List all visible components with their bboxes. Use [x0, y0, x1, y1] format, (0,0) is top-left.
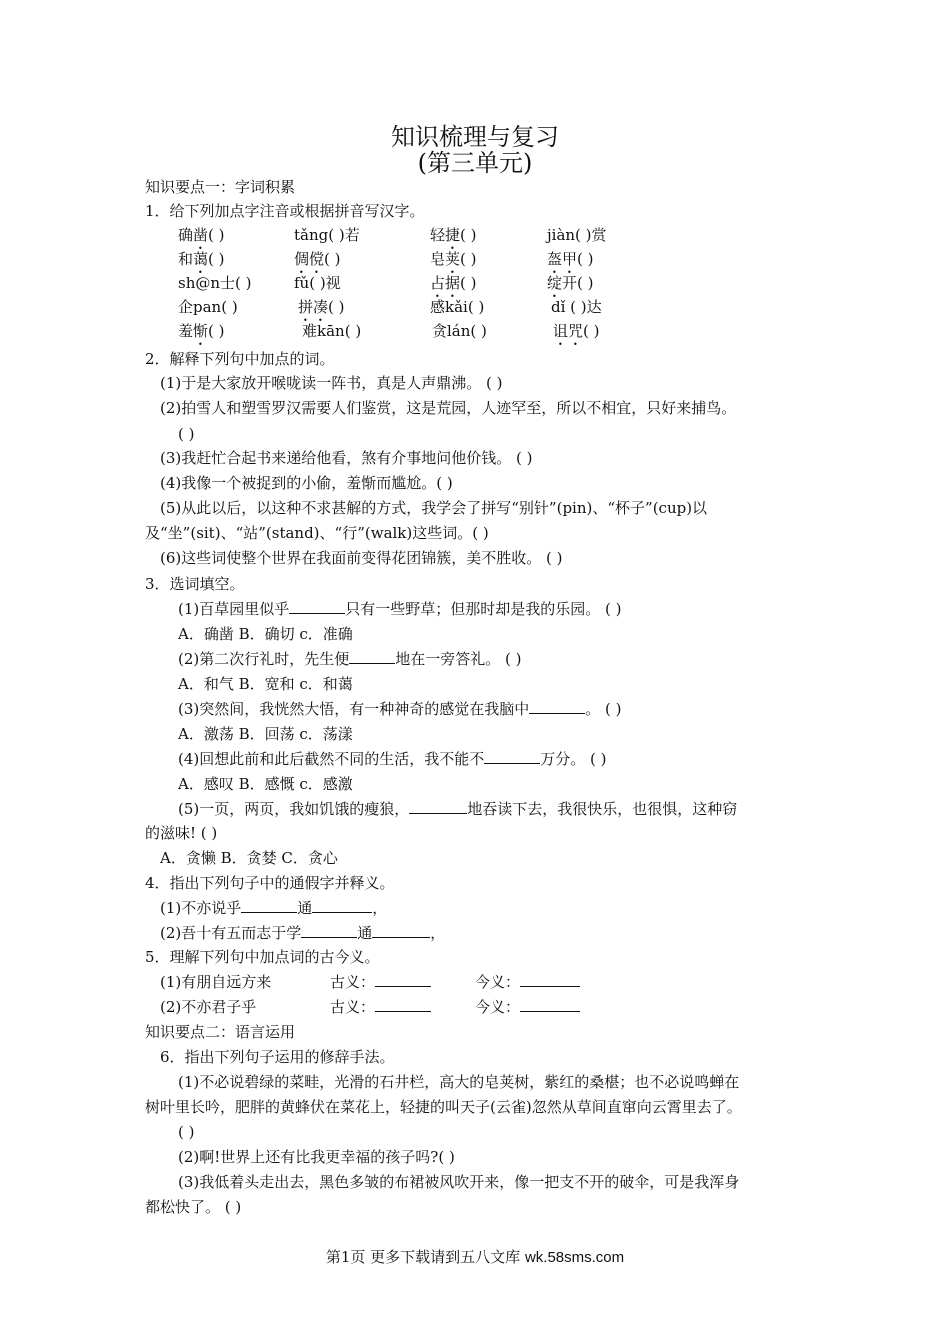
q2-line: (4)我像一个被捉到的小偷，羞惭而尴尬。( ) — [160, 474, 453, 492]
q1-dotted-char: 绽 — [547, 274, 563, 292]
q3-options: A．和气 B．宽和 c．和蔼 — [178, 675, 353, 693]
q3-item-cont: 的滋味! ( ) — [145, 824, 218, 842]
q1-text: fǔ( )视 — [294, 274, 341, 292]
answer-blank — [289, 599, 345, 614]
q6-line: 树叶里长吟，肥胖的黄蜂伏在菜花上，轻捷的叫天子(云雀)忽然从草间直窜向云霄里去了。 — [145, 1098, 742, 1116]
q5-jin-label: 今义： — [475, 996, 580, 1018]
q1-item — [430, 296, 484, 318]
q1-item — [432, 320, 487, 342]
q1-item — [294, 272, 341, 294]
q1-text: tǎng( )若 — [294, 226, 360, 244]
q4-item: (2)吾十有五而志于学 通 ， — [160, 924, 446, 942]
q1-dotted-char: 诅咒 — [553, 322, 584, 340]
q1-dotted-char: 惭 — [193, 322, 209, 340]
answer-blank — [520, 997, 580, 1012]
q1-blank: ( ) — [460, 250, 477, 268]
page-title: 知识梳理与复习 — [391, 123, 559, 151]
q5-item: (1)有朋自远方来 — [160, 973, 272, 991]
q1-text: 贪lán( ) — [432, 322, 487, 340]
q2-line: (5)从此以后，以这种不求甚解的方式，我学会了拼写“别针”(pin)、“杯子”(cup)以 — [160, 499, 708, 517]
q1-dotted-char: 占据 — [430, 274, 461, 292]
question-4-stem: 4．指出下列句子中的通假字并释义。 — [145, 874, 395, 892]
q1-item — [178, 320, 225, 349]
q1-dotted-char: 倜傥 — [294, 250, 325, 268]
question-6-stem: 6．指出下列句子运用的修辞手法。 — [160, 1048, 395, 1066]
question-2-stem: 2．解释下列句中加点的词。 — [145, 350, 335, 368]
q6-line: (1)不必说碧绿的菜畦，光滑的石井栏，高大的皂荚树，紫红的桑椹；也不必说鸣蝉在 — [178, 1073, 740, 1091]
q1-blank: ( ) — [328, 298, 345, 316]
q1-char: 开 — [562, 274, 578, 292]
q3-options: A．确凿 B．确切 c．准确 — [178, 625, 353, 643]
q5-jin-label: 今义： — [475, 971, 580, 993]
footer-site-link[interactable]: wk.58sms.com — [524, 1249, 625, 1266]
q5-gu-label: 古义： — [330, 971, 431, 993]
q1-dotted-char: 盔甲 — [547, 250, 578, 268]
q1-text: sh@n士( ) — [178, 274, 252, 292]
q6-line: 都松快了。 ( ) — [145, 1198, 242, 1216]
q3-options: A．贪懒 B．贪婪 C．贪心 — [160, 849, 338, 867]
question-3-stem: 3．选词填空。 — [145, 575, 245, 593]
page-subtitle: (第三单元) — [417, 149, 533, 177]
q1-char: 皂 — [430, 250, 446, 268]
q1-blank: ( ) — [208, 226, 225, 244]
q1-blank: ( ) — [460, 226, 477, 244]
answer-blank — [484, 749, 540, 764]
q1-text: 企pan( ) — [178, 298, 238, 316]
answer-blank — [375, 972, 431, 987]
q3-options: A．激荡 B．回荡 c．荡漾 — [178, 725, 353, 743]
q2-line: (6)这些词使整个世界在我面前变得花团锦簇，美不胜收。 ( ) — [160, 549, 563, 567]
q1-char: 确 — [178, 226, 194, 244]
q3-item: (1)百草园里似乎 只有一些野草；但那时却是我的乐园。 ( ) — [178, 600, 622, 618]
q4-item: (1)不亦说乎 通 ， — [160, 899, 388, 917]
q2-line: (2)拍雪人和塑雪罗汉需要人们鉴赏，这是荒园，人迹罕至，所以不相宜，只好来捕鸟。 — [160, 399, 737, 417]
q3-item: (2)第二次行礼时，先生便 地在一旁答礼。 ( ) — [178, 650, 522, 668]
q1-item — [547, 224, 607, 246]
q1-item — [178, 272, 252, 294]
q2-line: (3)我赶忙合起书来递给他看，煞有介事地问他价钱。 ( ) — [160, 449, 533, 467]
answer-blank — [409, 799, 467, 814]
q5-gu-label: 古义： — [330, 996, 431, 1018]
answer-blank — [241, 898, 297, 913]
q1-blank: ( ) — [208, 250, 225, 268]
answer-blank — [301, 923, 357, 938]
q6-line: ( ) — [178, 1123, 195, 1141]
question-5-stem: 5．理解下列句中加点词的古今义。 — [145, 948, 380, 966]
q1-blank: ( ) — [460, 274, 477, 292]
question-1-stem: 1．给下列加点字注音或根据拼音写汉字。 — [145, 202, 425, 220]
q3-item: (5)一页，两页，我如饥饿的瘦狼， 地吞读下去，我很快乐，也很惧，这种窃 — [178, 800, 738, 818]
answer-blank — [375, 997, 431, 1012]
q1-blank: ( ) — [577, 274, 594, 292]
answer-blank — [529, 699, 585, 714]
q1-char: 和 — [178, 250, 194, 268]
q1-item — [178, 296, 238, 318]
answer-blank — [349, 649, 395, 664]
q3-item: (4)回想此前和此后截然不同的生活，我不能不 万分。 ( ) — [178, 750, 607, 768]
q2-line: ( ) — [178, 425, 195, 443]
section-heading-2: 知识要点二：语言运用 — [145, 1023, 296, 1041]
q1-dotted-char: 捷 — [445, 226, 461, 244]
q1-char: 轻 — [430, 226, 446, 244]
answer-blank — [372, 923, 430, 938]
q3-options: A．感叹 B．感慨 c．感激 — [178, 775, 353, 793]
q1-char: 羞 — [178, 322, 194, 340]
q5-item: (2)不亦君子乎 — [160, 998, 257, 1016]
q3-item: (3)突然间，我恍然大悟，有一种神奇的感觉在我脑中 。 ( ) — [178, 700, 622, 718]
q2-line: 及“坐”(sit)、“站”(stand)、“行”(walk)这些词。( ) — [145, 524, 489, 542]
q1-blank: ( ) — [324, 250, 341, 268]
q1-blank: ( ) — [208, 322, 225, 340]
q1-text: dǐ ( )达 — [551, 298, 602, 316]
q1-text: 感kǎi( ) — [430, 298, 485, 316]
page-footer: 第1页 更多下载请到五八文库 wk.58sms.com — [325, 1248, 625, 1266]
q1-dotted-char: 荚 — [445, 250, 461, 268]
q1-dotted-char: 拼凑 — [298, 298, 329, 316]
q1-item — [553, 320, 600, 349]
q1-blank: ( ) — [583, 322, 600, 340]
answer-blank — [312, 898, 372, 913]
q6-line: (2)啊!世界上还有比我更幸福的孩子吗?( ) — [178, 1148, 455, 1166]
q1-text: jiàn( )赏 — [547, 226, 607, 244]
q1-dotted-char: 凿 — [193, 226, 209, 244]
q1-blank: ( ) — [577, 250, 594, 268]
q1-item — [551, 296, 602, 318]
section-heading-1: 知识要点一：字词积累 — [145, 178, 296, 196]
q1-dotted-char: 蔼 — [193, 250, 209, 268]
q1-item — [294, 224, 360, 246]
q1-text: 难kān( ) — [302, 322, 362, 340]
q6-line: (3)我低着头走出去，黑色多皱的布裙被风吹开来，像一把支不开的破伞，可是我浑身 — [178, 1173, 740, 1191]
answer-blank — [520, 972, 580, 987]
q2-line: (1)于是大家放开喉咙读一阵书，真是人声鼎沸。 ( ) — [160, 374, 503, 392]
q1-item — [302, 320, 361, 342]
